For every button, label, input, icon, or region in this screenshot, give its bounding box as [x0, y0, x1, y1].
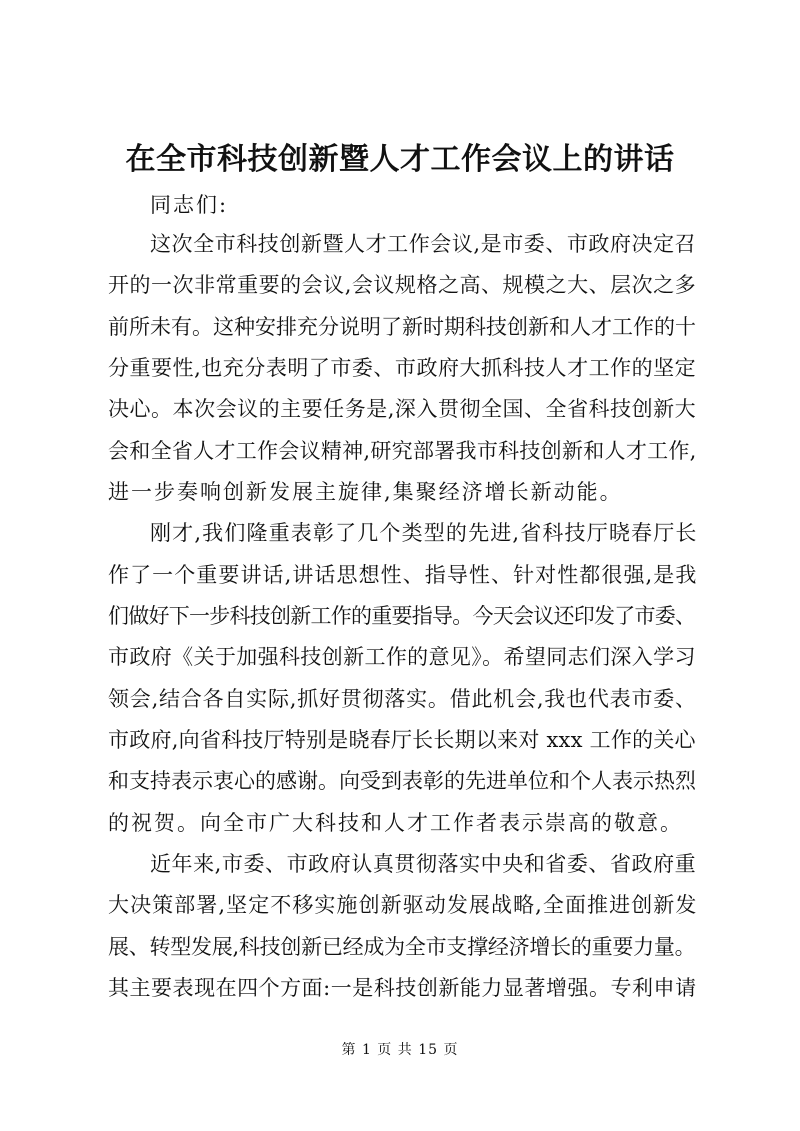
salutation: 同志们:: [150, 193, 229, 217]
paragraph-2-line-1: 刚才,我们隆重表彰了几个类型的先进,省科技厅晓春厅长: [150, 521, 698, 545]
paragraph-2-line-7: 和支持表示衷心的感谢。向受到表彰的先进单位和个人表示热烈: [108, 769, 696, 793]
paragraph-2-line-4: 市政府《关于加强科技创新工作的意见》。希望同志们深入学习: [108, 645, 696, 669]
paragraph-2-line-3: 们做好下一步科技创新工作的重要指导。今天会议还印发了市委、: [108, 604, 696, 628]
paragraph-1-line-3: 前所未有。这种安排充分说明了新时期科技创新和人才工作的十: [108, 315, 696, 339]
paragraph-3-line-4: 其主要表现在四个方面:一是科技创新能力显著增强。专利申请: [108, 976, 697, 1000]
paragraph-1-line-6: 会和全省人才工作会议精神,研究部署我市科技创新和人才工作,: [108, 439, 697, 463]
paragraph-3-line-3: 展、转型发展,科技创新已经成为全市支撑经济增长的重要力量。: [108, 935, 696, 959]
paragraph-2-line-2: 作了一个重要讲话,讲话思想性、指导性、针对性都很强,是我: [108, 563, 698, 587]
paragraph-3-line-2: 大决策部署,坚定不移实施创新驱动发展战略,全面推进创新发: [108, 893, 698, 917]
paragraph-3-line-1: 近年来,市委、市政府认真贯彻落实中央和省委、省政府重: [150, 852, 697, 876]
paragraph-2-line-5: 领会,结合各自实际,抓好贯彻落实。借此机会,我也代表市委、: [108, 687, 697, 711]
paragraph-2-line-8: 的祝贺。向全市广大科技和人才工作者表示崇高的敬意。: [108, 811, 683, 835]
paragraph-1-line-1: 这次全市科技创新暨人才工作会议,是市委、市政府决定召: [150, 232, 697, 256]
document-title: 在全市科技创新暨人才工作会议上的讲话: [125, 142, 675, 177]
paragraph-1-line-7: 进一步奏响创新发展主旋律,集聚经济增长新动能。: [108, 480, 623, 504]
paragraph-2-line-6: 市政府,向省科技厅特别是晓春厅长长期以来对 xxx 工作的关心: [108, 728, 696, 752]
paragraph-1-line-4: 分重要性,也充分表明了市委、市政府大抓科技人才工作的坚定: [108, 356, 697, 380]
paragraph-1-line-5: 决心。本次会议的主要任务是,深入贯彻全国、全省科技创新大: [108, 397, 697, 421]
page-number-footer: 第 1 页 共 15 页: [341, 1042, 459, 1058]
paragraph-1-line-2: 开的一次非常重要的会议,会议规格之高、规模之大、层次之多: [108, 273, 697, 297]
